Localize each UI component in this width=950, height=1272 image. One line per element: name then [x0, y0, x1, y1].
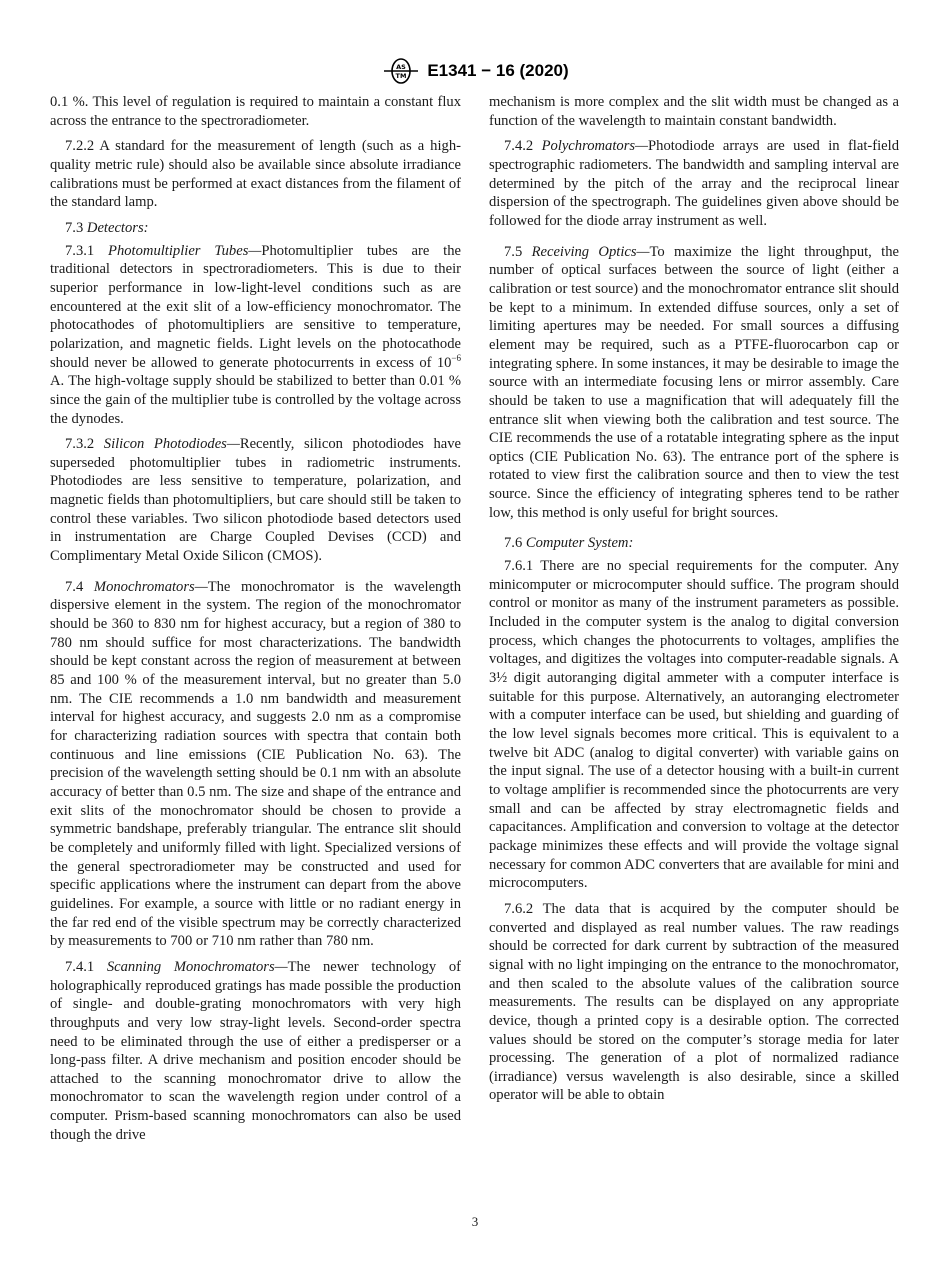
section-7-3-heading: 7.3 Detectors: [65, 219, 149, 236]
astm-logo-icon [381, 58, 421, 84]
paragraph-7-6-2: 7.6.2 The data that is acquired by the computer should be converted and displayed as real number values. The raw readings should be corrected for dark current by subtraction of the measured signal with no light impinging on the entrance to the monochromator, and then scaled to the absolute values of the calibration source measurements. The results can be displayed on any appropriate device, though a printed copy is a desirable option. The corrected values should be stored on the computer’s storage media for later processing. The generation of a plot of normalized radiance (irradiance) versus wavelength is also desirable, since a skilled operator will be able to obtain [489, 900, 899, 1104]
subsection-title: Monochromators— [93, 578, 208, 595]
page-header [0, 56, 950, 86]
paragraph-7-2-2: 7.2.2 A standard for the measurement of length (such as a high-quality metric rule) should also be available since absolute irradiance calibrations must be performed at exact distances from the filament of the standard lamp. [50, 138, 461, 211]
paragraph-7-4-2: 7.4.2 Polychromators—Photodiode arrays are used in flat-field spectrographic radiometers. The bandwidth and sampling interval are determined by the pitch of the array and the reciprocal linear dispersion of the spectrograph. The guidelines given above should be followed for the diode array instrument as well. [489, 138, 899, 229]
paragraph-7-4: 7.4 Monochromators—The monochromator is the wavelength dispersive element in the system. The region of the monochromator should be 360 to 830 nm for highest accuracy, but a region of 380 to 780 nm should suffice for most characterizations. The bandwidth should be kept constant across the region of measurement at between 85 and 100 % of the measurement interval, but no greater than 5.0 nm. The CIE recommends a 1.0 nm bandwidth and measurement interval for highest accuracy, and suggests 2.0 nm as a compromise for characterizing radiation sources with spectra that contain both continuous and line emissions (CIE Publication No. 63). The precision of the wavelength setting should be 0.1 nm with an absolute accuracy of better than 0.5 nm. The size and shape of the entrance and exit slits of the monochromator should be chosen to provide a symmetric bandshape, preferably triangular. The entrance slit should be completely and uniformly filled with light. Specialized versions of the general spectroradiometer may be constructed and used for specific applications where the instrument can depart from the above guidelines. For example, a source with little or no radiant energy in the far red end of the visible spectrum may be correctly characterized by measurements to 700 or 710 nm rather than 780 nm. [50, 578, 462, 950]
paragraph-7-4-1: 7.4.1 Scanning Monochromators—The newer technology of holographically reproduced gratings has made possible the production of single- and double-grating monochromators with very high throughputs and very low stray-light levels. Second-order spectra need to be eliminated through the use of either a predisperser or a long-pass filter. A drive mechanism and position encoder should be attached to the scanning monochromator drive to allow the monochromator to scan the wavelength region under control of a computer. Prism-based scanning monochromators can also be used though the drive [50, 958, 461, 1143]
subsection-title: Silicon Photodiodes— [103, 436, 240, 453]
paragraph-7-3-2: 7.3.2 Silicon Photodiodes—Recently, silicon photodiodes have superseded photomultiplier tubes in radiometric instruments. Photodiodes are less sensitive to temperature, polarization, and magnetic fields than photomultipliers, but care should still be taken to control these variables. Two silicon photodiode based detectors used in instrumentation are Charge Coupled Devises (CCD) and Complimentary Metal Oxide Silicon (CMOS). [50, 436, 461, 565]
paragraph-7-5: 7.5 Receiving Optics—To maximize the light throughput, the number of optical surfaces between the source of light (either a calibration or test source) and the monochromator entrance slit should be kept to a minimum. In extended diffuse sources, only a set of limiting apertures may be needed. For small sources a diffusing element may be required, such as a PTFE-fluorocarbon cap or integrating sphere. In some instances, it may be desirable to image the source with an intermediate focusing lens or mirror assembly. Care should be taken to use a magnification that will adequately fill the entrance slit when viewing both the calibration and test source. The CIE recommends the use of a rotatable integrating sphere as the input optics (CIE Publication No. 63). The entrance port of the sphere is rotated to view first the calibration source and then to view the test source. Since the efficiency of integrating spheres tend to be rather low, this method is only useful for bright sources. [489, 243, 899, 521]
subsection-title: Scanning Monochromators— [106, 958, 288, 975]
svg-text:AS: AS [396, 63, 407, 71]
left-column [50, 93, 461, 1151]
section-7-6-heading: 7.6 Computer System: [504, 535, 634, 552]
document-designation: E1341 − 16 (2020) [427, 61, 569, 80]
right-column [489, 93, 899, 1112]
subsection-title: Receiving Optics— [531, 243, 650, 260]
svg-text:TM: TM [395, 72, 407, 80]
paragraph-continued: 0.1 %. This level of regulation is required to maintain a constant flux across the entrance to the spectroradiometer. [50, 94, 461, 129]
subsection-title: Photomultiplier Tubes— [108, 242, 262, 259]
paragraph-7-6-1: 7.6.1 There are no special requirements for the computer. Any minicomputer or microcomputer should suffice. The program should control or monitor as many of the instrument parameters as possible. Included in the computer system is the analog to digital conversion process, which changes the photocurrents to voltages, amplifies the voltages, and digitizes the voltages into computer-readable signals. A 3½ digit autoranging digital ammeter with a computer interface is suitable for this purpose. Alternatively, an autoranging electrometer with a computer interface can be used, but shielding and guarding of the low level signals becomes more critical. This is equivalent to a twelve bit ADC (analog to digital converter) with variable gains on the input signal. The use of a detector housing with a built-in current to voltage amplifier is recommended since the photocurrents are very small and can be affected by stray electromagnetic fields and capacitances. Amplification and conversion to voltage at the detector package minimizes these effects and will provide the voltage signal necessary for common ADC converters that are available for mini and microcomputers. [489, 558, 900, 892]
paragraph-7-3-1: 7.3.1 Photomultiplier Tubes—Photomultiplier tubes are the traditional detectors in spectroradiometers. This is due to their superior performance in low-light-level conditions such as are encountered at the exit slit of a low-efficiency monochromator. The photocathodes of photomultipliers are sensitive to temperature, polarization, and magnetic fields. Light levels on the photocathode should never be allowed to generate photocurrents in excess of $10^{-6}$ A. The high-voltage supply should be stabilized to better than 0.01 % since the gain of the multiplier tube is controlled by the voltage across the dynodes. [50, 242, 462, 427]
paragraph-continued: mechanism is more complex and the slit width must be changed as a function of the wavelength to maintain constant bandwidth. [489, 94, 899, 129]
subsection-title: Polychromators— [541, 138, 649, 155]
page-number: 3 [471, 1214, 479, 1229]
